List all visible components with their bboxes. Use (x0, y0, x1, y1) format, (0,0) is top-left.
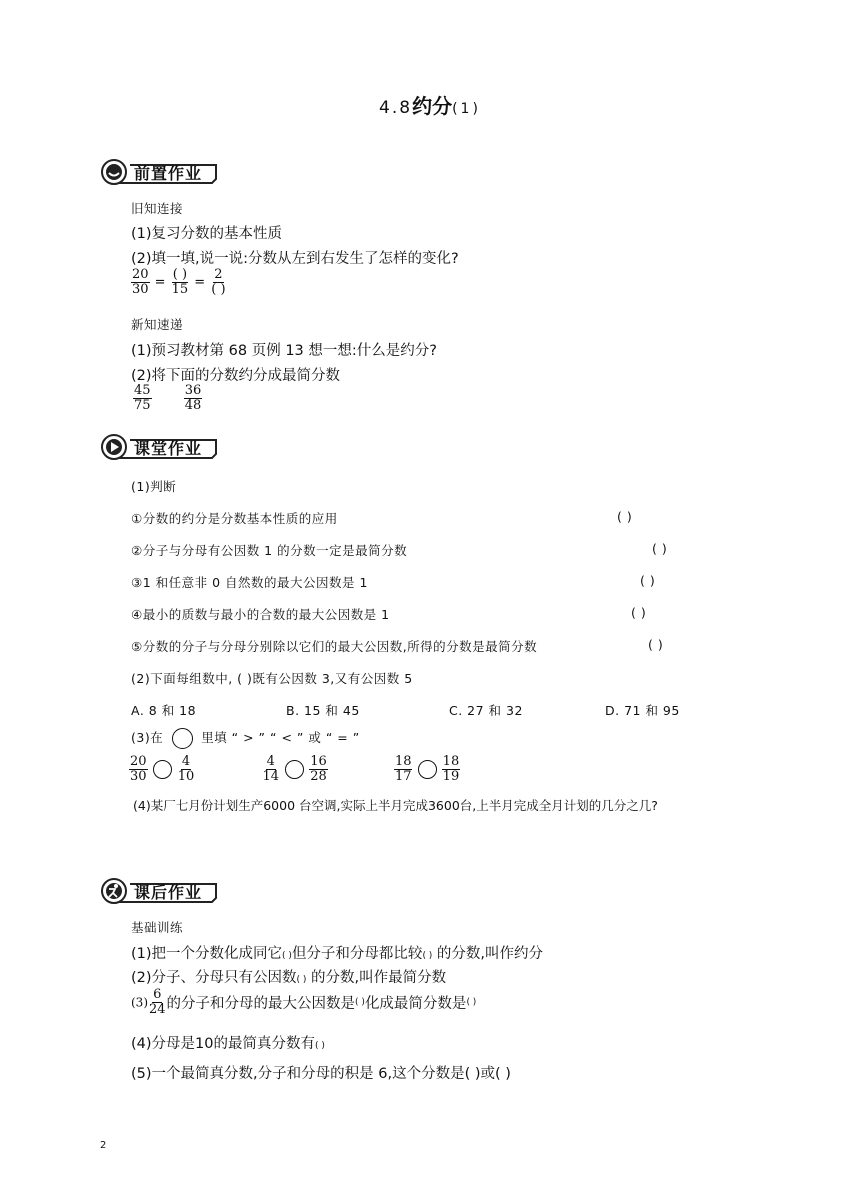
section-title-class: 课堂作业 (134, 439, 203, 458)
after-q3-prefix: (3) (131, 995, 148, 1010)
equals-sign: = (154, 275, 166, 290)
blank-5[interactable]: ( ) (466, 997, 477, 1008)
section-title-after: 课后作业 (134, 883, 203, 902)
after-q1-text-c: 的分数,叫作约分 (432, 946, 544, 962)
fraction: $\frac{16}{28}$ (310, 754, 327, 784)
fraction: $\frac{18}{17}$ (394, 754, 412, 784)
title-suffix: (1) (452, 101, 481, 117)
choice-c: C. 27 和 32 (449, 703, 523, 718)
answer-circle[interactable] (418, 760, 437, 779)
judge-item-1: ①分数的约分是分数基本性质的应用 (131, 511, 338, 526)
choice-d: D. 71 和 95 (605, 703, 680, 718)
judge-answer-5: ( ) (648, 637, 664, 652)
blank-2[interactable]: ( ) (422, 951, 433, 961)
fraction: $\frac{2}{( )}$ (211, 267, 226, 297)
pre-q4-fractions (133, 384, 202, 413)
after-q3-text-a: 的分子和分母的最大公因数是 (166, 996, 356, 1012)
fraction: $\frac{36}{48}$ (184, 383, 202, 413)
pre-q1: (1)复习分数的基本性质 (131, 226, 283, 242)
after-q1-text-a: (1)把一个分数化成同它 (131, 946, 283, 962)
after-q4-text: (4)分母是10的最简真分数有 (131, 1036, 315, 1052)
after-q1-text-b: 但分子和分母都比较 (291, 946, 423, 962)
pre-q4: (2)将下面的分数约分成最简分数 (131, 368, 341, 384)
new-knowledge-heading: 新知速递 (131, 317, 184, 332)
after-q1 (131, 942, 543, 963)
fraction: $\frac{( )}{15}$ (171, 267, 189, 297)
circle-icon (172, 728, 193, 749)
after-q5: (5)一个最简真分数,分子和分母的积是 6,这个分数是( )或( ) (131, 1066, 511, 1082)
blank-6[interactable]: ( ) (315, 1041, 325, 1051)
page-number: 2 (100, 1140, 107, 1151)
old-knowledge-heading: 旧知连接 (131, 201, 184, 216)
blank-4[interactable]: ( ) (355, 997, 365, 1008)
section-title-pre: 前置作业 (134, 164, 203, 183)
fraction: $\frac{20}{30}$ (132, 267, 149, 297)
judge-item-3: ③1 和任意非 0 自然数的最大公因数是 1 (131, 575, 368, 590)
judge-answer-3: ( ) (640, 573, 656, 588)
after-q2-text-b: 的分数,叫作最简分数 (306, 970, 447, 986)
fraction: $\frac{4}{14}$ (262, 754, 280, 784)
section-header-after (100, 876, 220, 906)
compare-row (129, 755, 460, 784)
compare-instruction (131, 727, 360, 749)
pre-q2-equation (131, 268, 227, 297)
after-q3-text-b: 化成最简分数是 (364, 996, 467, 1012)
choice-b: B. 15 和 45 (286, 703, 360, 718)
fraction: $\frac{45}{75}$ (134, 383, 151, 413)
after-q3 (131, 988, 476, 1017)
pre-q2: (2)填一填,说一说:分数从左到右发生了怎样的变化? (131, 251, 459, 267)
choice-question: (2)下面每组数中, ( )既有公因数 3,又有公因数 5 (131, 671, 413, 686)
fraction: $\frac{4}{10}$ (177, 754, 195, 784)
judge-answer-2: ( ) (652, 541, 668, 556)
equals-sign: = (194, 275, 206, 290)
page-title (0, 90, 860, 119)
judge-item-5: ⑤分数的分子与分母分别除以它们的最大公因数,所得的分数是最简分数 (131, 639, 538, 654)
after-q4 (131, 1032, 325, 1053)
fraction: $\frac{18}{19}$ (442, 754, 460, 784)
fraction: $\frac{20}{30}$ (130, 754, 147, 784)
title-main: 约分 (412, 94, 453, 118)
blank-1[interactable]: ( ) (282, 951, 292, 961)
blank-3[interactable]: ( ) (296, 975, 307, 985)
section-header-pre (100, 157, 220, 187)
judge-answer-1: ( ) (617, 509, 633, 524)
after-q2-text-a: (2)分子、分母只有公因数 (131, 970, 297, 986)
compare-prefix: (3)在 (131, 730, 164, 745)
judge-item-4: ④最小的质数与最小的合数的最大公因数是 1 (131, 607, 390, 622)
answer-circle[interactable] (153, 760, 172, 779)
basic-training-heading: 基础训练 (131, 920, 184, 935)
compare-suffix: 里填 “ > ” “ < ” 或 “ = ” (201, 730, 360, 745)
judge-answer-4: ( ) (631, 605, 647, 620)
section-header-class (100, 432, 220, 462)
answer-circle[interactable] (285, 760, 304, 779)
judge-title: (1)判断 (131, 479, 177, 494)
after-q2 (131, 966, 446, 987)
fraction: $\frac{6}{24}$ (149, 987, 166, 1017)
pre-q3: (1)预习教材第 68 页例 13 想一想:什么是约分? (131, 343, 437, 359)
word-problem: (4)某厂七月份计划生产6000 台空调,实际上半月完成3600台,上半月完成全月计划的几分之几? (133, 798, 658, 813)
title-prefix: 4.8 (379, 98, 413, 118)
judge-item-2: ②分子与分母有公因数 1 的分数一定是最简分数 (131, 543, 408, 558)
choice-a: A. 8 和 18 (131, 703, 197, 718)
